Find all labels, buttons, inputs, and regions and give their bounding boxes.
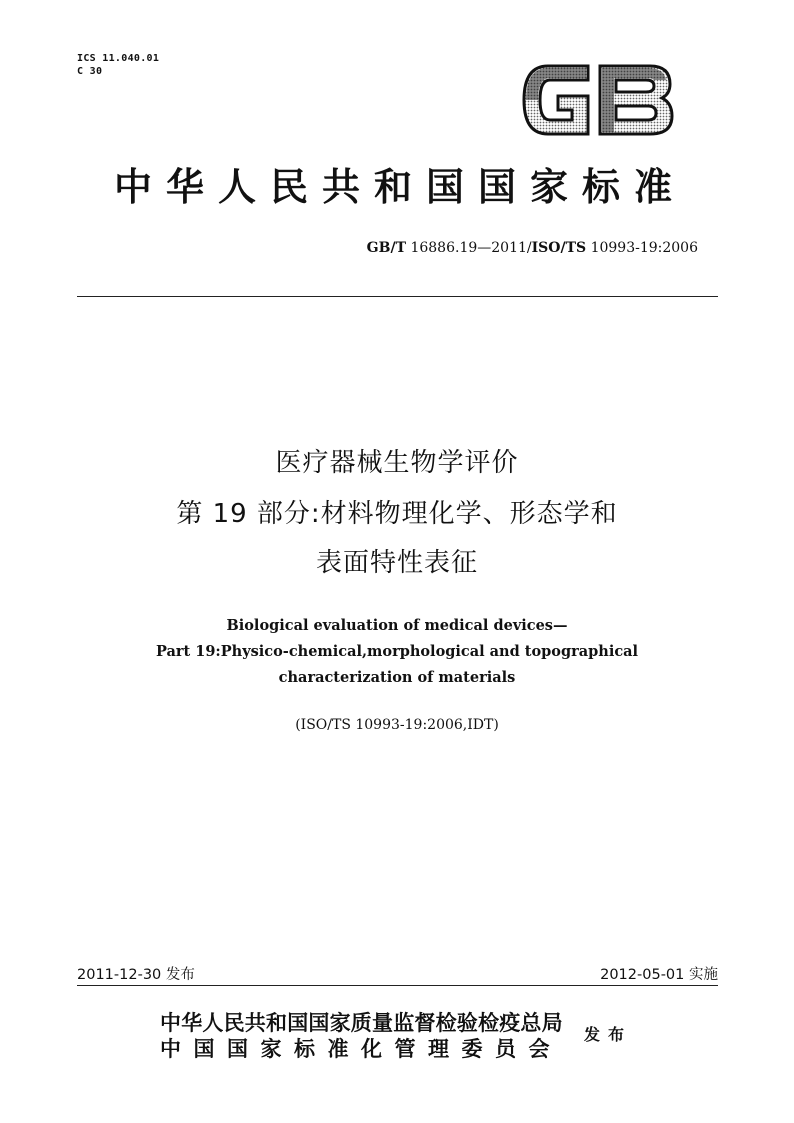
publish-label: 发布 bbox=[584, 1025, 633, 1044]
title-en-line1: Biological evaluation of medical devices— bbox=[226, 617, 568, 634]
ics-code: ICS 11.040.01 bbox=[77, 53, 160, 64]
iso-prefix: ISO/TS bbox=[531, 240, 587, 256]
standard-number: 16886.19—2011/ bbox=[410, 240, 532, 256]
issuer-aqsiq: 中华人民共和国国家质量监督检验检疫总局 bbox=[160, 1011, 563, 1035]
footer-divider bbox=[77, 985, 718, 986]
equivalence-note: (ISO/TS 10993-19:2006,IDT) bbox=[295, 717, 499, 733]
national-standard-heading: 中华人民共和国国家标准 bbox=[113, 165, 686, 209]
effective-date: 2012-05-01 实施 bbox=[600, 967, 718, 983]
title-cn-line1: 医疗器械生物学评价 bbox=[275, 448, 519, 478]
standard-prefix: GB/T bbox=[366, 240, 406, 256]
title-cn-line2: 第 19 部分:材料物理化学、形态学和 bbox=[176, 499, 618, 529]
standard-code bbox=[367, 240, 698, 256]
ccs-code: C 30 bbox=[77, 66, 103, 77]
header-divider bbox=[77, 296, 718, 297]
gb-logo-icon bbox=[518, 58, 678, 142]
issue-date: 2011-12-30 发布 bbox=[77, 967, 195, 983]
iso-number: 10993-19:2006 bbox=[590, 240, 698, 256]
issuer-sac: 中国国家标准化管理委员会 bbox=[160, 1037, 562, 1061]
title-en-line3: characterization of materials bbox=[278, 669, 516, 686]
classification-block bbox=[77, 52, 159, 78]
title-en-line2: Part 19:Physico-chemical,morphological and topographical bbox=[155, 643, 639, 660]
title-cn-line3: 表面特性表征 bbox=[315, 548, 478, 578]
